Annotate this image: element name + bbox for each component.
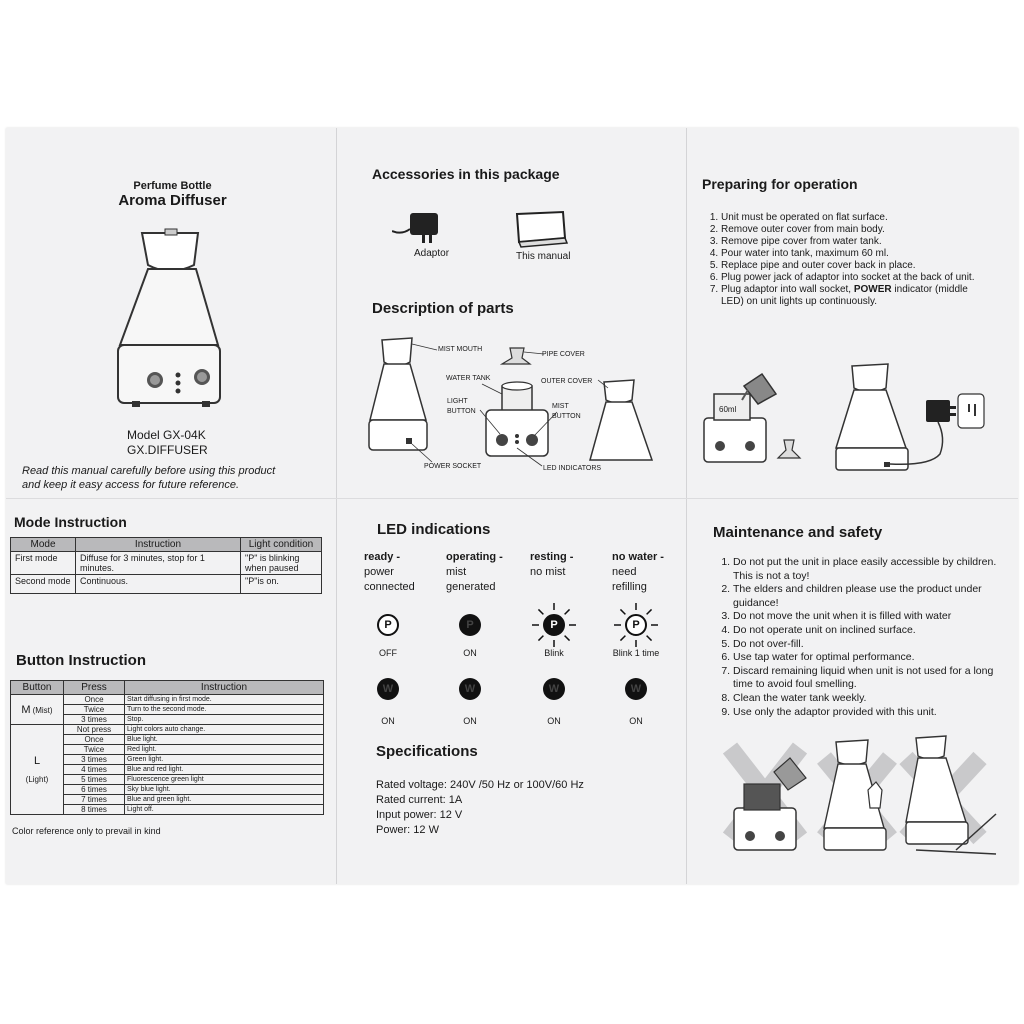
list-item: 6. Plug power jack of adaptor into socket at the back of unit.	[721, 272, 983, 284]
press-cell: Twice	[64, 705, 125, 715]
mode-header-row	[11, 538, 322, 552]
table-row	[11, 725, 324, 735]
list-item: 6. Use tap water for optimal performance.	[733, 651, 1011, 665]
list-item: 2. The elders and children please use the product under guidance!	[733, 583, 1011, 610]
instruction-cell: Sky blue light.	[125, 785, 324, 795]
press-cell: 7 times	[64, 795, 125, 805]
step7-text-end: indicator (middle LED) on unit lights up continuously.	[721, 284, 968, 307]
led-column-header	[612, 550, 692, 595]
led-state-label: ON	[381, 716, 395, 726]
brand-name: GX.DIFFUSER	[127, 443, 208, 457]
label-pipe-cover: PIPE COVER	[542, 351, 585, 358]
button-header-row	[11, 681, 324, 695]
spec-line: Rated voltage: 240V /50 Hz or 100V/60 Hz	[376, 779, 584, 791]
mode-instruction-table	[10, 537, 322, 594]
parts-diagram	[362, 330, 672, 480]
diffuser-illustration	[110, 225, 235, 410]
instruction-cell: Light off.	[125, 805, 324, 815]
press-cell: Once	[64, 735, 125, 745]
instruction-cell: Turn to the second mode.	[125, 705, 324, 715]
list-item: 8. Clean the water tank weekly.	[733, 692, 1011, 706]
press-cell: Not press	[64, 725, 125, 735]
press-cell: 5 times	[64, 775, 125, 785]
parts-heading: Description of parts	[372, 300, 514, 317]
label-water-tank: WATER TANK	[446, 375, 491, 382]
press-cell: Once	[64, 695, 125, 705]
press-cell: 8 times	[64, 805, 125, 815]
mode-instruction-heading: Mode Instruction	[14, 514, 127, 530]
plug-in-illustration	[830, 358, 990, 478]
fold-line-right	[686, 128, 687, 884]
led-state-title: operating -	[446, 551, 503, 563]
product-title: Aroma Diffuser	[118, 192, 227, 209]
list-item: 5. Replace pipe and outer cover back in place.	[721, 260, 983, 272]
spec-line: Rated current: 1A	[376, 794, 463, 806]
label-light-button: LIGHT BUTTON	[447, 398, 476, 415]
led-state-title: no water -	[612, 551, 664, 563]
led-state-label: ON	[547, 716, 561, 726]
instruction-cell: Fluorescence green light	[125, 775, 324, 785]
led-column-header	[364, 550, 444, 595]
specifications-heading: Specifications	[376, 743, 478, 760]
mode-col-header: Mode	[11, 538, 76, 552]
light-label: L	[33, 755, 41, 767]
list-item: 7. Discard remaining liquid when unit is not used for a long time to avoid foul smelling.	[733, 665, 1011, 692]
instruction-cell: Blue and green light.	[125, 795, 324, 805]
mode-cell: First mode	[11, 552, 76, 575]
water-led-icon	[459, 678, 481, 700]
led-glyph: P	[632, 619, 640, 631]
instruction-cell: Light colors auto change.	[125, 725, 324, 735]
table-row	[11, 552, 322, 575]
cup-label: 60ml	[719, 405, 737, 414]
light-cell: "P"is on.	[241, 575, 322, 594]
light-button-cell	[11, 725, 64, 815]
led-column-header	[446, 550, 526, 595]
instruction-cell: Green light.	[125, 755, 324, 765]
led-heading: LED indications	[377, 521, 491, 538]
led-state-label: Blink	[544, 648, 564, 658]
press-cell: 3 times	[64, 755, 125, 765]
maintenance-list	[715, 556, 1011, 719]
led-glyph: W	[548, 683, 560, 695]
led-state-label: ON	[463, 648, 477, 658]
led-state-label: ON	[463, 716, 477, 726]
list-item: 3. Do not move the unit when it is filled with water	[733, 610, 1011, 624]
list-item: 5. Do not over-fill.	[733, 638, 1011, 652]
specifications-list	[376, 778, 584, 838]
preparing-steps	[703, 212, 983, 308]
led-state-desc: no mist	[530, 566, 566, 578]
press-cell: Twice	[64, 745, 125, 755]
press-cell: 3 times	[64, 715, 125, 725]
adaptor-icon	[392, 205, 454, 245]
list-item: 1. Do not put the unit in place easily accessible by children. This is not a toy!	[733, 556, 1011, 583]
maintenance-heading: Maintenance and safety	[713, 524, 883, 541]
light-sublabel: (Light)	[25, 775, 49, 784]
press-cell: 6 times	[64, 785, 125, 795]
step7-text: Plug adaptor into wall socket,	[721, 284, 854, 295]
product-heading	[100, 180, 245, 209]
led-state-label: ON	[629, 716, 643, 726]
color-footnote: Color reference only to prevail in kind	[12, 826, 161, 836]
water-led-icon	[543, 678, 565, 700]
instruction-cell: Stop.	[125, 715, 324, 725]
list-item: 4. Pour water into tank, maximum 60 ml.	[721, 248, 983, 260]
adaptor-label: Adaptor	[414, 248, 450, 259]
manual-label: This manual	[516, 251, 571, 262]
led-glyph: W	[630, 683, 642, 695]
read-manual-note	[22, 464, 275, 492]
blink-rays-icon	[530, 601, 578, 649]
led-glyph: P	[466, 619, 474, 631]
instruction-col-header: Instruction	[76, 538, 241, 552]
accessories-heading: Accessories in this package	[372, 166, 560, 182]
led-state-desc: power	[364, 566, 394, 578]
button-instruction-table	[10, 680, 324, 815]
list-item: 1. Unit must be operated on flat surface.	[721, 212, 983, 224]
label-mist-button: MIST BUTTON	[552, 403, 581, 420]
instruction-col-header: Instruction	[125, 681, 324, 695]
power-led-icon	[459, 614, 481, 636]
led-state-desc: refilling	[612, 581, 647, 593]
note-line-1: Read this manual carefully before using this product	[22, 465, 276, 477]
led-glyph: P	[550, 619, 558, 631]
list-item: 4. Do not operate unit on inclined surface.	[733, 624, 1011, 638]
label-outer-cover: OUTER COVER	[541, 378, 593, 385]
led-glyph: W	[464, 683, 476, 695]
note-line-2: and keep it easy access for future reference.	[22, 479, 240, 491]
safety-illustrations	[720, 728, 1000, 858]
led-state-title: ready -	[364, 551, 401, 563]
led-state-desc: need	[612, 566, 637, 578]
mist-button-cell	[11, 695, 64, 725]
fold-line-left	[336, 128, 337, 884]
power-led-icon	[377, 614, 399, 636]
instruction-cell: Blue light.	[125, 735, 324, 745]
button-instruction-heading: Button Instruction	[16, 652, 146, 669]
manual-icon	[515, 210, 570, 248]
button-col-header: Button	[11, 681, 64, 695]
list-item: 2. Remove outer cover from main body.	[721, 224, 983, 236]
step7-bold: POWER	[853, 284, 892, 295]
led-state-desc: connected	[364, 581, 415, 593]
water-led-icon	[377, 678, 399, 700]
instruction-cell: Red light.	[125, 745, 324, 755]
mode-cell: Second mode	[11, 575, 76, 594]
light-condition-col-header: Light condition	[241, 538, 322, 552]
label-mist-mouth: MIST MOUTH	[438, 346, 483, 353]
preparing-heading: Preparing for operation	[702, 176, 858, 192]
list-item	[721, 284, 983, 308]
mist-sublabel: (Mist)	[32, 705, 53, 715]
model-number: Model GX-04K	[127, 428, 206, 442]
pour-water-illustration	[698, 360, 816, 470]
list-item: 9. Use only the adaptor provided with this unit.	[733, 706, 1011, 720]
water-led-icon	[625, 678, 647, 700]
blink-rays-icon	[612, 601, 660, 649]
led-glyph: P	[384, 619, 392, 631]
led-glyph: W	[382, 683, 394, 695]
led-state-desc: mist	[446, 566, 467, 578]
instruction-cell: Continuous.	[76, 575, 241, 594]
instruction-cell: Start diffusing in first mode.	[125, 695, 324, 705]
label-led-indicators: LED INDICATORS	[543, 465, 602, 472]
spec-line: Power: 12 W	[376, 824, 439, 836]
instruction-cell: Diffuse for 3 minutes, stop for 1 minutes.	[76, 552, 241, 575]
led-state-label: OFF	[379, 648, 397, 658]
product-subtitle: Perfume Bottle	[133, 180, 212, 192]
list-item: 3. Remove pipe cover from water tank.	[721, 236, 983, 248]
label-power-socket: POWER SOCKET	[424, 463, 482, 470]
spec-line: Input power: 12 V	[376, 809, 463, 821]
led-state-title: resting -	[530, 551, 574, 563]
fold-line-horizontal	[6, 498, 1018, 499]
press-cell: 4 times	[64, 765, 125, 775]
mist-label: M	[21, 703, 31, 716]
light-cell: "P" is blinking when paused	[241, 552, 322, 575]
instruction-cell: Blue and red light.	[125, 765, 324, 775]
model-info	[127, 428, 208, 458]
table-row	[11, 695, 324, 705]
table-row	[11, 575, 322, 594]
led-state-label: Blink 1 time	[612, 648, 660, 658]
led-state-desc: generated	[446, 581, 496, 593]
led-column-header	[530, 550, 610, 580]
press-col-header: Press	[64, 681, 125, 695]
